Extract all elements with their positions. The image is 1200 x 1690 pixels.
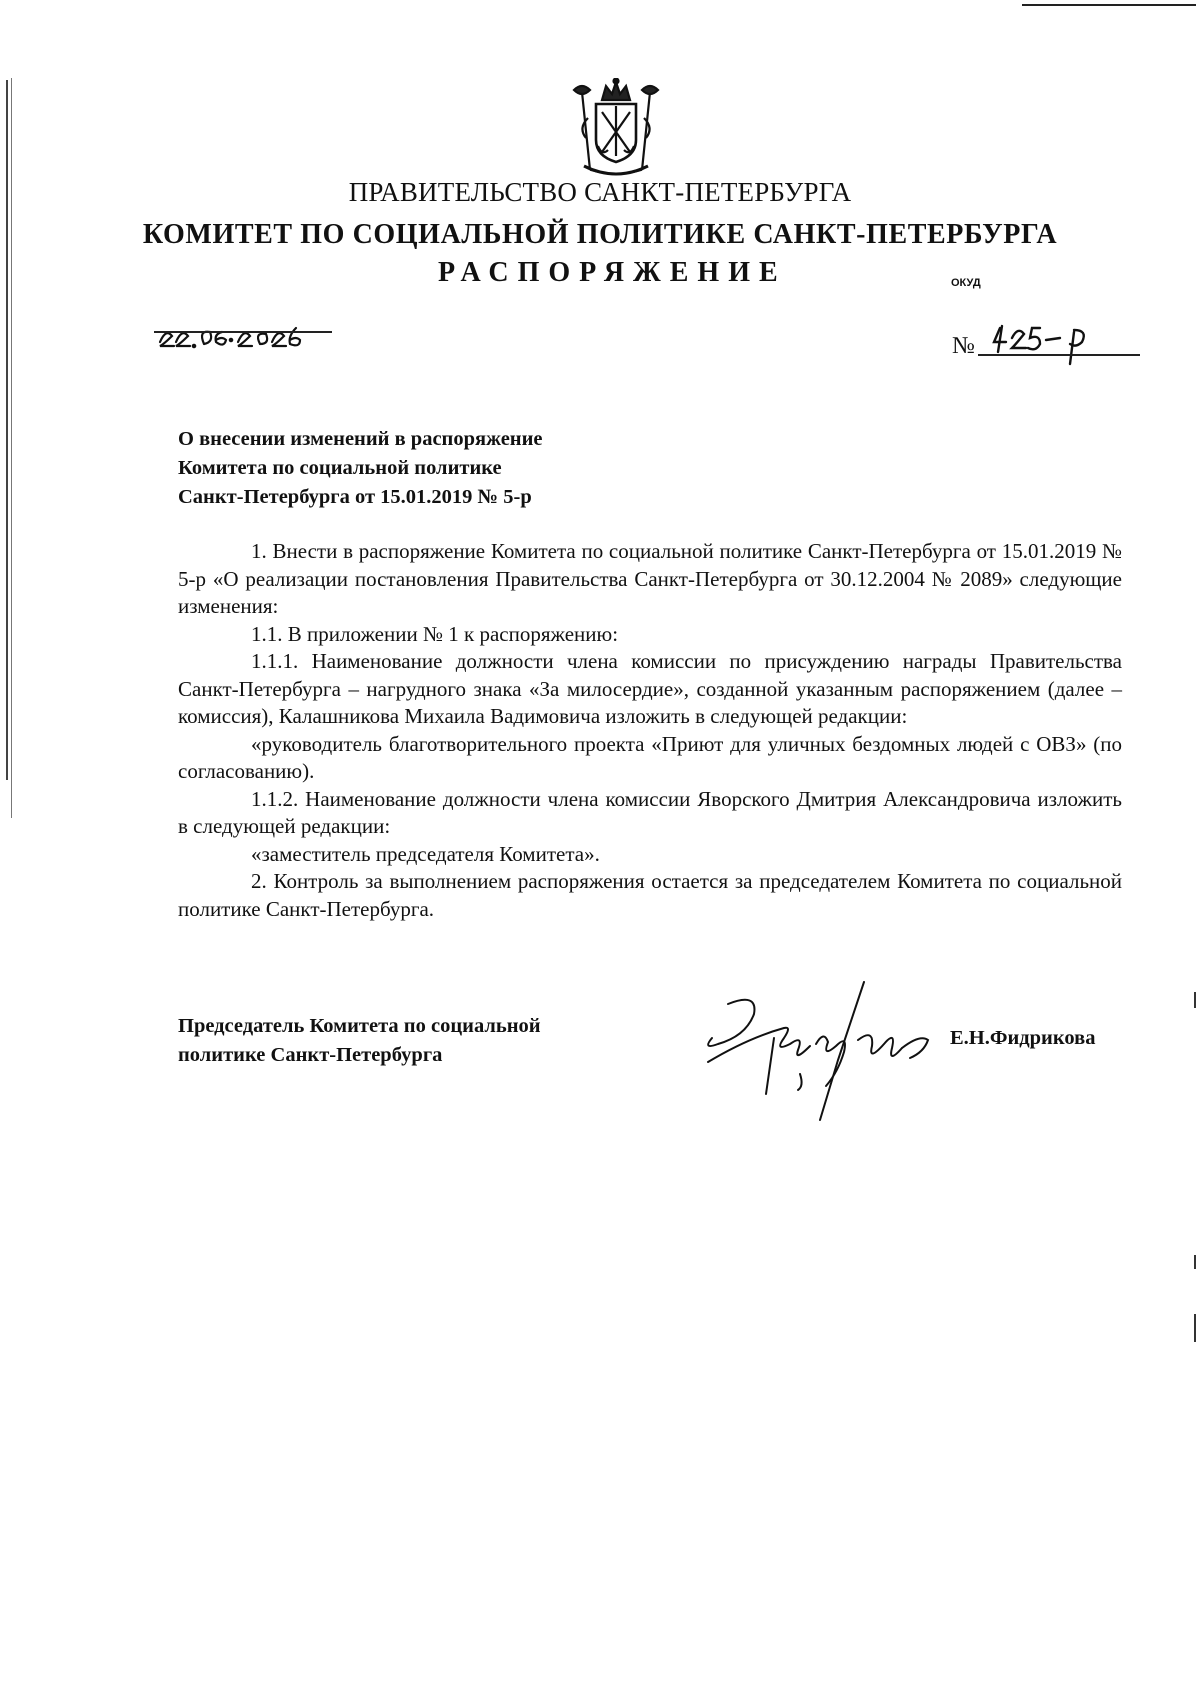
subject-line: Комитета по социальной политике — [178, 457, 502, 479]
signer-position-line: политике Санкт-Петербурга — [178, 1044, 443, 1066]
scan-artifact-mark — [1194, 992, 1196, 1008]
handwritten-number — [990, 322, 1100, 368]
scan-artifact-line — [1022, 4, 1196, 6]
signature-icon — [688, 974, 948, 1122]
signer-name: Е.Н.Фидрикова — [950, 1027, 1096, 1049]
subject-line: Санкт-Петербурга от 15.01.2019 № 5-р — [178, 486, 532, 508]
document-type-title: РАСПОРЯЖЕНИЕ — [438, 257, 787, 288]
coat-of-arms-icon — [568, 78, 664, 182]
paragraph-1-1: 1.1. В приложении № 1 к распоряжению: — [251, 621, 619, 646]
date-underline — [154, 331, 332, 333]
signer-position — [178, 1012, 648, 1070]
committee-title: КОМИТЕТ ПО СОЦИАЛЬНОЙ ПОЛИТИКЕ САНКТ-ПЕТЕРБУРГА — [142, 219, 1058, 250]
paragraph-1: 1. Внести в распоряжение Комитета по социальной политике Санкт-Петербурга от 15.01.2019 № 5-р «О реализации постановления Правительства Санкт-Петербурга от 30.12.2004 № 2089» следующие изменения: — [178, 539, 1122, 618]
scan-artifact-mark — [1194, 1255, 1196, 1269]
scan-artifact-mark — [1194, 1314, 1196, 1342]
paragraph-1-1-2: 1.1.2. Наименование должности члена комиссии Яворского Дмитрия Александровича изложить в следующей редакции: — [178, 786, 1122, 838]
quote-2: «заместитель председателя Комитета». — [251, 841, 600, 866]
subject-line: О внесении изменений в распоряжение — [178, 428, 543, 450]
number-underline — [978, 354, 1140, 356]
okud-label: ОКУД — [951, 277, 981, 289]
quote-1: «руководитель благотворительного проекта «Приют для уличных бездомных людей с ОВЗ» (по согласованию). — [178, 731, 1122, 783]
government-title: ПРАВИТЕЛЬСТВО САНКТ-ПЕТЕРБУРГА — [348, 177, 852, 207]
signer-position-line: Председатель Комитета по социальной — [178, 1015, 541, 1037]
paragraph-2: 2. Контроль за выполнением распоряжения остается за председателем Комитета по социальной политике Санкт-Петербурга. — [178, 869, 1122, 921]
number-sign: № — [952, 333, 975, 359]
handwritten-date — [156, 322, 326, 352]
paragraph-1-1-1: 1.1.1. Наименование должности члена комиссии по присуждению награды Правительства Санкт-Петербурга – нагрудного знака «За милосердие», созданной указанным распоряжением (далее – комиссия), Калашникова Михаила Вадимовича изложить в следующей редакции: — [178, 649, 1122, 728]
document-subject — [178, 425, 698, 512]
document-body — [178, 538, 1122, 923]
